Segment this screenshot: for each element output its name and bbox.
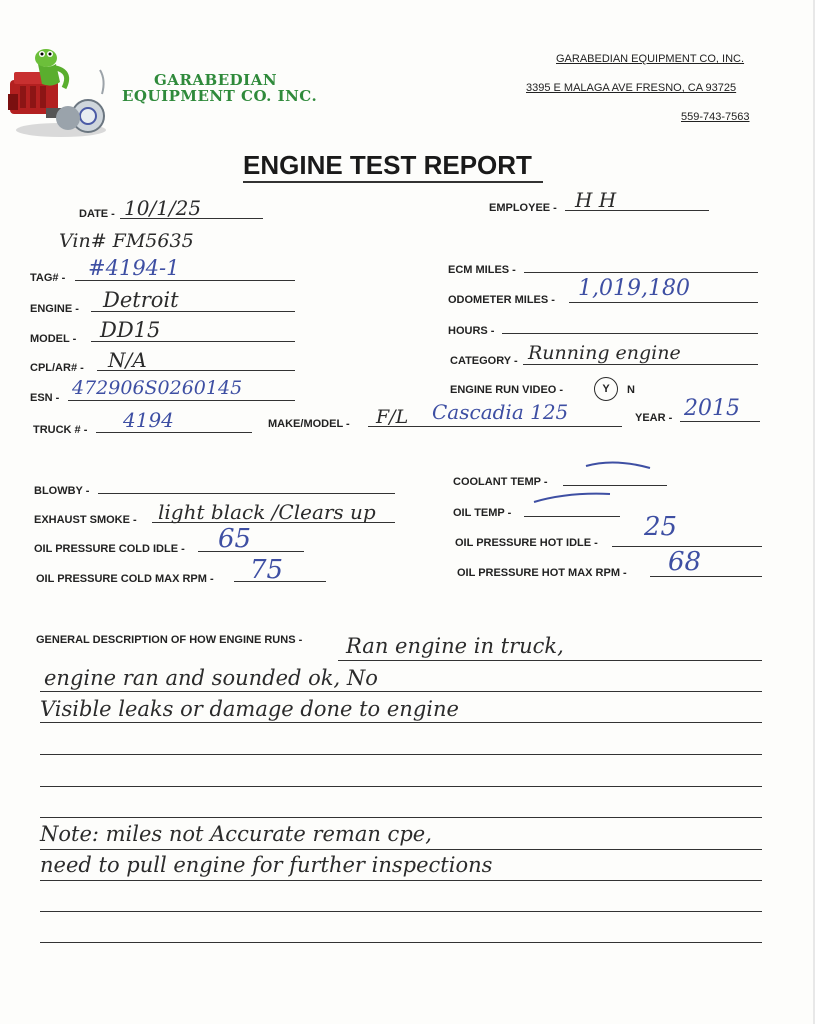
exhaust-smoke-label: EXHAUST SMOKE - [34,514,137,526]
hours-line [502,333,758,334]
logo-company-name: GARABEDIAN EQUIPMENT CO. INC. [122,71,318,105]
category-value: Running engine [528,342,681,364]
category-label: CATEGORY - [450,355,518,367]
esn-label: ESN - [30,392,60,404]
year-label: YEAR - [635,412,673,424]
date-value: 10/1/25 [124,196,202,220]
make-model-label: MAKE/MODEL - [268,418,350,430]
oil-temp-label: OIL TEMP - [453,507,512,519]
company-address: 3395 E MALAGA AVE FRESNO, CA 93725 [526,82,737,94]
description-line-2 [40,691,762,692]
video-yes-label: Y [602,383,610,395]
truck-line [96,432,252,433]
note-text-2: need to pull engine for further inspections [40,853,493,877]
engine-run-video-label: ENGINE RUN VIDEO - [450,384,564,396]
esn-line [68,400,295,401]
description-line-7 [40,849,762,850]
description-line-3 [40,722,762,723]
description-line-10 [40,942,762,943]
note-text-1: Note: miles not Accurate reman cpe, [40,822,432,846]
odometer-value: 1,019,180 [578,276,690,301]
page-title: ENGINE TEST REPORT [243,150,532,180]
video-yes-option [594,377,618,401]
tag-value: #4194-1 [88,256,180,280]
hours-label: HOURS - [448,325,495,337]
esn-value: 472906S0260145 [72,377,243,399]
vin-note: Vin# FM5635 [59,230,194,252]
model-label: MODEL - [30,333,77,345]
description-line-1 [338,660,762,661]
model-value: DD15 [100,318,161,342]
general-description-label: GENERAL DESCRIPTION OF HOW ENGINE RUNS - [36,634,303,646]
cpl-label: CPL/AR# - [30,362,84,374]
description-line-6 [40,817,762,818]
exhaust-smoke-value: light black /Clears up [158,500,376,524]
oil-pressure-cold-max-label: OIL PRESSURE COLD MAX RPM - [36,573,214,585]
employee-label: EMPLOYEE - [489,202,557,214]
make-value: F/L [376,406,409,428]
company-phone: 559-743-7563 [681,111,750,123]
cpl-value: N/A [108,348,147,372]
odometer-line [569,302,758,303]
description-line-4 [40,754,762,755]
employee-value: H H [575,188,617,212]
oil-pressure-hot-idle-value: 25 [644,512,678,542]
odometer-label: ODOMETER MILES - [448,294,555,306]
date-label: DATE - [79,208,115,220]
description-line-5 [40,786,762,787]
oil-pressure-hot-max-label: OIL PRESSURE HOT MAX RPM - [457,567,627,579]
truck-value: 4194 [123,408,174,432]
logo-graphic [6,42,110,140]
oil-pressure-hot-max-line [650,576,762,577]
blowby-label: BLOWBY - [34,485,90,497]
category-line [523,364,758,365]
coolant-temp-mark [584,458,654,472]
tag-label: TAG# - [30,272,66,284]
oil-temp-line [524,516,620,517]
engine-value: Detroit [103,288,179,312]
truck-label: TRUCK # - [33,424,88,436]
ecm-miles-label: ECM MILES - [448,264,516,276]
description-line-9 [40,911,762,912]
year-value: 2015 [684,396,740,421]
model-name-value: Cascadia 125 [432,400,569,424]
description-text-3: Visible leaks or damage done to engine [40,697,459,721]
year-line [680,421,760,422]
oil-pressure-hot-idle-label: OIL PRESSURE HOT IDLE - [455,537,598,549]
oil-pressure-cold-idle-value: 65 [218,524,252,554]
video-no-label: N [627,384,635,396]
blowby-line [98,493,395,494]
tag-line [75,280,295,281]
description-line-8 [40,880,762,881]
company-name-heading: GARABEDIAN EQUIPMENT CO, INC. [556,53,745,65]
description-text-1: Ran engine in truck, [346,634,564,658]
coolant-temp-line [563,485,667,486]
oil-pressure-hot-max-value: 68 [668,547,702,577]
oil-temp-mark [532,488,614,506]
engine-label: ENGINE - [30,303,79,315]
description-text-2: engine ran and sounded ok, No [44,666,378,690]
company-logo [6,42,110,140]
oil-pressure-cold-max-value: 75 [250,555,284,585]
title-underline [243,181,543,183]
oil-pressure-cold-idle-label: OIL PRESSURE COLD IDLE - [34,543,185,555]
ecm-miles-line [524,272,758,273]
coolant-temp-label: COOLANT TEMP - [453,476,548,488]
